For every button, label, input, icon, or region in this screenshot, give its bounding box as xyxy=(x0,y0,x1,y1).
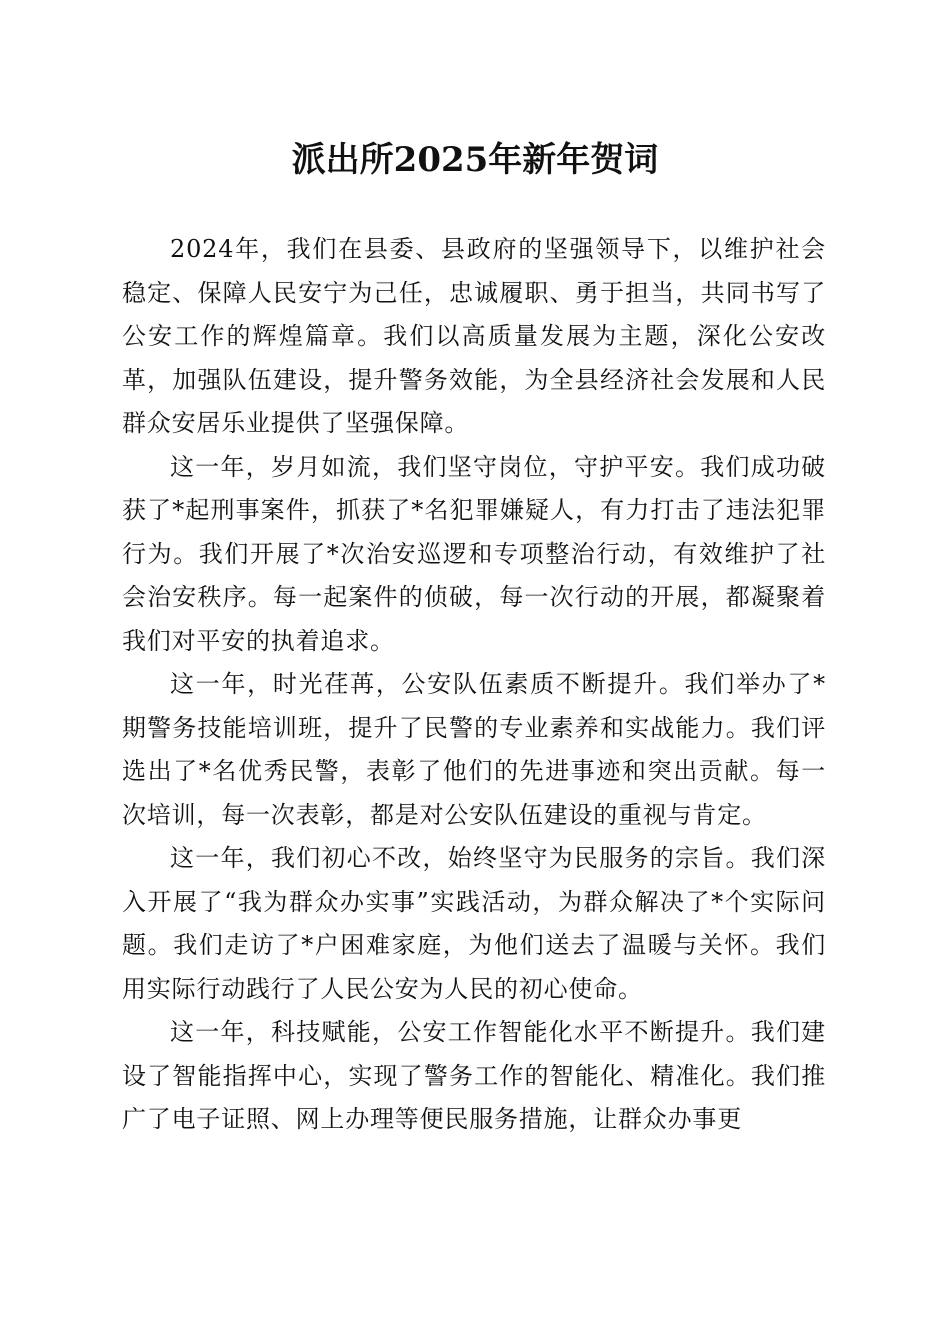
document-body xyxy=(122,228,826,1142)
paragraph-2: 这一年，岁月如流，我们坚守岗位，守护平安。我们成功破获了*起刑事案件，抓获了*名犯罪嫌疑人，有力打击了违法犯罪行为。我们开展了*次治安巡逻和专项整治行动，有效维护了社会治安秩序。每一起案件的侦破，每一次行动的开展，都凝聚着我们对平安的执着追求。 xyxy=(122,452,826,655)
document-title: 派出所2025年新年贺词 xyxy=(291,140,659,180)
paragraph-4: 这一年，我们初心不改，始终坚守为民服务的宗旨。我们深入开展了“我为群众办实事”实践活动，为群众解决了*个实际问题。我们走访了*户困难家庭，为他们送去了温暖与关怀。我们用实际行动践行了人民公安为人民的初心使命。 xyxy=(122,844,826,1003)
paragraph-1: 2024年，我们在县委、县政府的坚强领导下，以维护社会稳定、保障人民安宁为己任，忠诚履职、勇于担当，共同书写了公安工作的辉煌篇章。我们以高质量发展为主题，深化公安改革，加强队伍建设，提升警务效能，为全县经济社会发展和人民群众安居乐业提供了坚强保障。 xyxy=(122,235,826,437)
paragraph-3: 这一年，时光荏苒，公安队伍素质不断提升。我们举办了*期警务技能培训班，提升了民警的专业素养和实战能力。我们评选出了*名优秀民警，表彰了他们的先进事迹和突出贡献。每一次培训，每一次表彰，都是对公安队伍建设的重视与肯定。 xyxy=(122,670,826,829)
paragraph-5: 这一年，科技赋能，公安工作智能化水平不断提升。我们建设了智能指挥中心，实现了警务工作的智能化、精准化。我们推广了电子证照、网上办理等便民服务措施，让群众办事更 xyxy=(122,1018,826,1133)
